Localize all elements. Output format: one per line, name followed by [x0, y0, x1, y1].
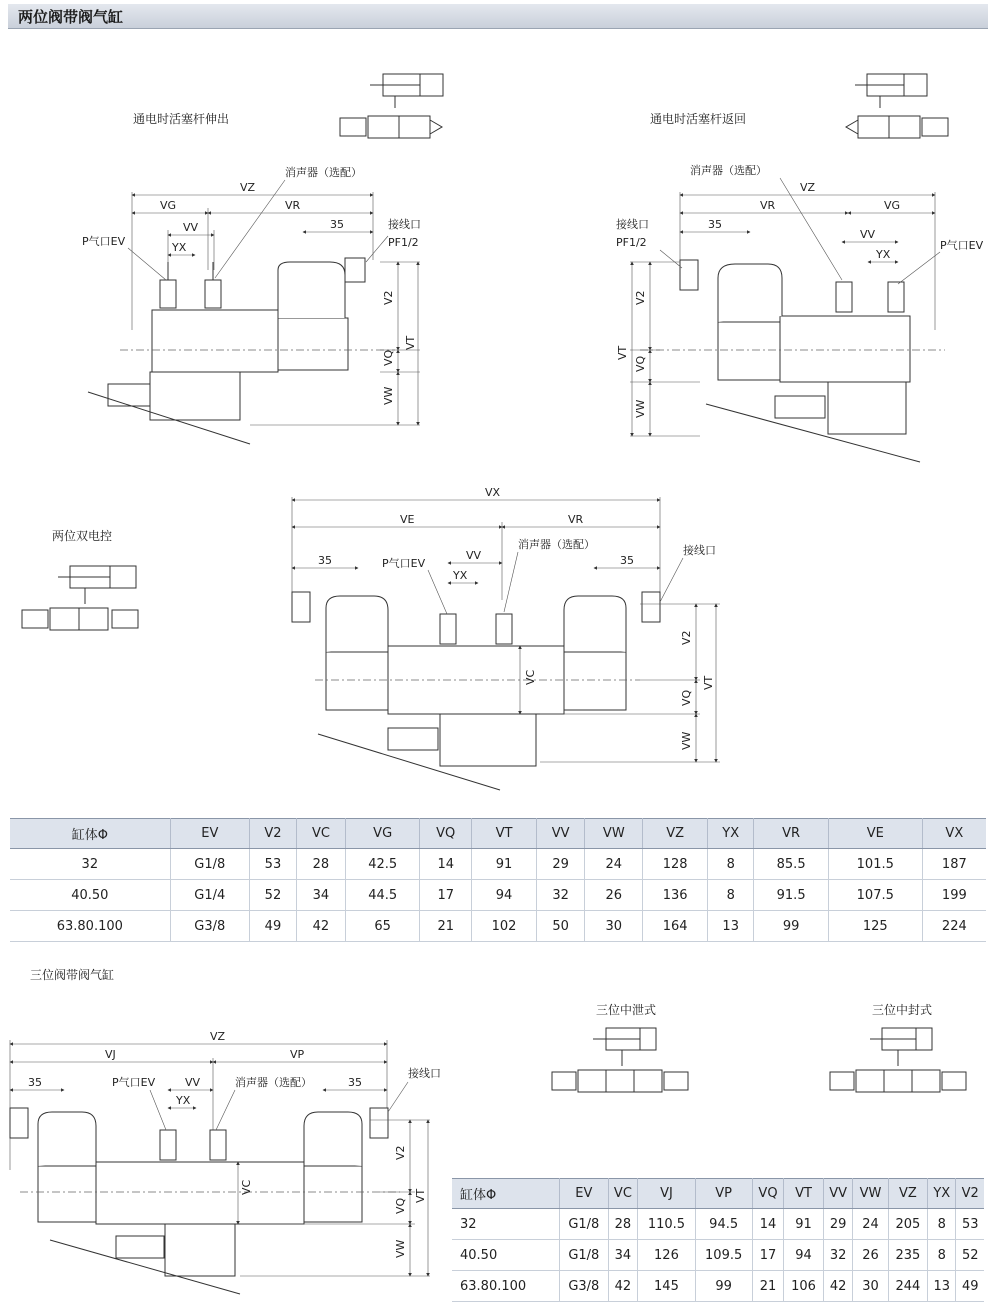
dim-ve: VE — [400, 513, 415, 526]
table-cell: 40.50 — [10, 880, 170, 911]
table-cell: 21 — [420, 911, 472, 942]
symbol-closed-caption: 三位中封式 — [872, 1003, 933, 1017]
table-cell: 205 — [888, 1209, 928, 1240]
table-cell: 42 — [823, 1271, 853, 1302]
svg-text:35: 35 — [28, 1076, 42, 1089]
table-cell: 102 — [472, 911, 537, 942]
table-cell: 125 — [828, 911, 922, 942]
table-cell: 34 — [296, 880, 345, 911]
table-cell: 49 — [956, 1271, 984, 1302]
fig1-valve-symbol — [340, 74, 443, 138]
col-header: VQ — [420, 819, 472, 849]
col-header: VZ — [643, 819, 708, 849]
col-header: VP — [695, 1179, 752, 1209]
col-header: VJ — [638, 1179, 695, 1209]
svg-text:VT: VT — [702, 675, 715, 690]
s2-port-label: P气口EV — [112, 1076, 156, 1089]
dim-vp: VP — [290, 1048, 305, 1061]
table-cell: 91.5 — [754, 880, 829, 911]
table-cell: 53 — [956, 1209, 984, 1240]
col-header: EV — [560, 1179, 608, 1209]
svg-text:VW: VW — [634, 399, 647, 418]
table-cell: 94 — [472, 880, 537, 911]
table-cell: 164 — [643, 911, 708, 942]
fig1-caption: 通电时活塞杆伸出 — [133, 112, 230, 126]
dim-vq-s2: VQ — [394, 1197, 407, 1214]
col-header: VV — [823, 1179, 853, 1209]
table-cell: 26 — [853, 1240, 888, 1271]
symbol-closed — [830, 1028, 966, 1092]
table-cell: 28 — [608, 1209, 638, 1240]
svg-text:VZ: VZ — [800, 181, 816, 194]
svg-text:YX: YX — [176, 1094, 191, 1107]
dim-35: 35 — [330, 218, 344, 231]
fig1-drawing — [82, 165, 421, 444]
table-row — [452, 1271, 984, 1302]
table-cell: 8 — [928, 1209, 956, 1240]
fig2-pf-label: PF1/2 — [616, 236, 647, 249]
table-cell: 17 — [420, 880, 472, 911]
table-cell: G3/8 — [170, 911, 249, 942]
table-cell: 14 — [420, 849, 472, 880]
dim-vj: VJ — [105, 1048, 116, 1061]
col-header: VR — [754, 819, 829, 849]
fig2-drawing — [616, 163, 984, 462]
svg-text:YX: YX — [876, 248, 891, 261]
dim-vc: VC — [524, 669, 537, 685]
col-header: VV — [536, 819, 585, 849]
col-header: 缸体Φ — [452, 1179, 560, 1209]
table-cell: 42.5 — [345, 849, 420, 880]
dim-vw: VW — [382, 386, 395, 405]
fig2-wire-label: 接线口 — [616, 218, 649, 231]
table-cell: 26 — [585, 880, 643, 911]
dim-vw-s2: VW — [394, 1239, 407, 1258]
table-cell: 52 — [956, 1240, 984, 1271]
table-cell: 91 — [784, 1209, 824, 1240]
table-cell: 128 — [643, 849, 708, 880]
table-cell: 106 — [784, 1271, 824, 1302]
table-cell: 109.5 — [695, 1240, 752, 1271]
table-cell: 32 — [823, 1240, 853, 1271]
table-cell: 199 — [922, 880, 986, 911]
table-header-row — [452, 1179, 984, 1209]
table-row — [452, 1240, 984, 1271]
fig1-port-label: P气口EV — [82, 235, 126, 248]
table-cell: 145 — [638, 1271, 695, 1302]
col-header: EV — [170, 819, 249, 849]
table-cell: 34 — [608, 1240, 638, 1271]
table-cell: 53 — [249, 849, 296, 880]
svg-text:35: 35 — [708, 218, 722, 231]
fig1-pf-label: PF1/2 — [388, 236, 419, 249]
s2-wire-label: 接线口 — [408, 1067, 441, 1080]
table-cell: 63.80.100 — [452, 1271, 560, 1302]
section-title: 两位阀带阀气缸 — [18, 8, 124, 26]
svg-text:VT: VT — [616, 345, 629, 360]
table-cell: 32 — [452, 1209, 560, 1240]
dimension-table-3pos — [452, 1178, 984, 1302]
col-header: VT — [784, 1179, 824, 1209]
table-cell: G1/8 — [170, 849, 249, 880]
svg-text:35: 35 — [318, 554, 332, 567]
svg-text:VQ: VQ — [680, 689, 693, 706]
table-cell: 42 — [296, 911, 345, 942]
table-cell: 136 — [643, 880, 708, 911]
dim-vz-s2: VZ — [210, 1030, 226, 1043]
svg-text:VQ: VQ — [634, 355, 647, 372]
table-row — [10, 849, 986, 880]
fig2-port-label: P气口EV — [940, 239, 984, 252]
table-cell: 126 — [638, 1240, 695, 1271]
table-cell: 29 — [823, 1209, 853, 1240]
dim-v2-s2: V2 — [394, 1145, 407, 1160]
table-cell: 28 — [296, 849, 345, 880]
fig2-muffler-label: 消声器（选配） — [690, 164, 767, 177]
table-cell: 91 — [472, 849, 537, 880]
col-header: VC — [296, 819, 345, 849]
table-cell: 50 — [536, 911, 585, 942]
table-cell: 14 — [752, 1209, 783, 1240]
table-cell: 101.5 — [828, 849, 922, 880]
table-cell: 85.5 — [754, 849, 829, 880]
col-header: VW — [585, 819, 643, 849]
col-header: VE — [828, 819, 922, 849]
col-header: V2 — [249, 819, 296, 849]
svg-text:VV: VV — [860, 228, 876, 241]
dim-vz: VZ — [240, 181, 256, 194]
table-row — [452, 1209, 984, 1240]
svg-text:V2: V2 — [680, 630, 693, 645]
svg-text:VV: VV — [185, 1076, 201, 1089]
table-cell: 8 — [708, 849, 754, 880]
dim-vg: VG — [160, 199, 177, 212]
table-cell: 224 — [922, 911, 986, 942]
dim-yx: YX — [172, 241, 187, 254]
col-header: VZ — [888, 1179, 928, 1209]
col-header: VT — [472, 819, 537, 849]
table-cell: 63.80.100 — [10, 911, 170, 942]
col-header: VG — [345, 819, 420, 849]
dim-vt-s2: VT — [414, 1188, 427, 1203]
col-header: YX — [708, 819, 754, 849]
fig1-muffler-label: 消声器（选配） — [285, 166, 362, 179]
s2-muffler-label: 消声器（选配） — [235, 1076, 312, 1089]
table-cell: 32 — [536, 880, 585, 911]
table-cell: 99 — [754, 911, 829, 942]
table-cell: 235 — [888, 1240, 928, 1271]
section2-drawing — [10, 1030, 441, 1294]
table-cell: 65 — [345, 911, 420, 942]
fig3-muffler-label: 消声器（选配） — [518, 538, 595, 551]
dim-vr: VR — [285, 199, 301, 212]
table-cell: 44.5 — [345, 880, 420, 911]
table-cell: 99 — [695, 1271, 752, 1302]
table-cell: 32 — [10, 849, 170, 880]
dim-yx3: YX — [453, 569, 468, 582]
col-header: YX — [928, 1179, 956, 1209]
table-cell: 30 — [585, 911, 643, 942]
table-row — [10, 911, 986, 942]
fig3-valve-symbol — [22, 566, 138, 630]
table-cell: G1/8 — [560, 1209, 608, 1240]
dim-vx: VX — [485, 486, 501, 499]
table-cell: 42 — [608, 1271, 638, 1302]
dim-vv3: VV — [466, 549, 482, 562]
table-cell: 94.5 — [695, 1209, 752, 1240]
table-cell: 40.50 — [452, 1240, 560, 1271]
col-header: 缸体Φ — [10, 819, 170, 849]
svg-text:V2: V2 — [634, 290, 647, 305]
table-cell: 8 — [708, 880, 754, 911]
table-cell: 8 — [928, 1240, 956, 1271]
table-cell: 187 — [922, 849, 986, 880]
table-cell: 21 — [752, 1271, 783, 1302]
table-cell: G3/8 — [560, 1271, 608, 1302]
table-cell: 13 — [708, 911, 754, 942]
col-header: VX — [922, 819, 986, 849]
table-cell: G1/4 — [170, 880, 249, 911]
fig3-wire-label: 接线口 — [683, 544, 716, 557]
section2-title: 三位阀带阀气缸 — [30, 968, 115, 982]
dim-vq: VQ — [382, 349, 395, 366]
dim-vr3: VR — [568, 513, 584, 526]
table-cell: 29 — [536, 849, 585, 880]
table-cell: 17 — [752, 1240, 783, 1271]
table-cell: 13 — [928, 1271, 956, 1302]
svg-text:VG: VG — [884, 199, 901, 212]
col-header: VW — [853, 1179, 888, 1209]
svg-text:35: 35 — [348, 1076, 362, 1089]
fig1-wire-label: 接线口 — [388, 218, 421, 231]
table-cell: 94 — [784, 1240, 824, 1271]
col-header: VC — [608, 1179, 638, 1209]
fig3-drawing — [292, 486, 720, 790]
table-cell: 24 — [585, 849, 643, 880]
fig2-caption: 通电时活塞杆返回 — [650, 112, 747, 126]
col-header: VQ — [752, 1179, 783, 1209]
table-header-row — [10, 819, 986, 849]
table-cell: 52 — [249, 880, 296, 911]
table-cell: 110.5 — [638, 1209, 695, 1240]
svg-text:VR: VR — [760, 199, 776, 212]
table-cell: 49 — [249, 911, 296, 942]
table-cell: 30 — [853, 1271, 888, 1302]
symbol-exhaust-caption: 三位中泄式 — [596, 1003, 657, 1017]
fig3-caption: 两位双电控 — [52, 529, 113, 543]
table-cell: 107.5 — [828, 880, 922, 911]
svg-text:35: 35 — [620, 554, 634, 567]
dim-vt: VT — [404, 335, 417, 350]
dim-v2: V2 — [382, 290, 395, 305]
dimension-table-2pos — [10, 818, 986, 942]
svg-text:VW: VW — [680, 731, 693, 750]
dim-vc-s2: VC — [240, 1179, 253, 1195]
col-header: V2 — [956, 1179, 984, 1209]
table-cell: 24 — [853, 1209, 888, 1240]
fig2-valve-symbol — [846, 74, 948, 138]
table-cell: 244 — [888, 1271, 928, 1302]
symbol-exhaust — [552, 1028, 688, 1092]
table-row — [10, 880, 986, 911]
table-cell: G1/8 — [560, 1240, 608, 1271]
fig3-port-label: P气口EV — [382, 557, 426, 570]
dim-vv: VV — [183, 221, 199, 234]
